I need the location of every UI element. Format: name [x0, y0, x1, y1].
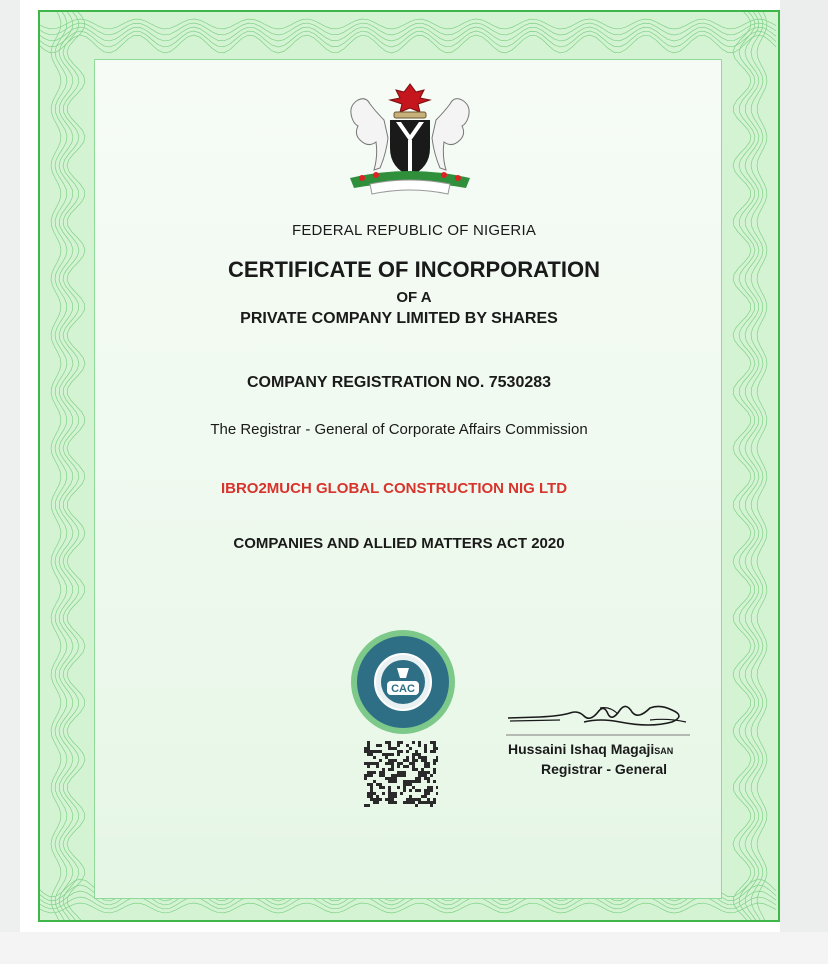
of-a-text: OF A: [396, 289, 432, 306]
certificate-title: CERTIFICATE OF INCORPORATION: [228, 257, 600, 282]
governing-act: COMPANIES AND ALLIED MATTERS ACT 2020: [233, 535, 565, 552]
signatory-title: Registrar - General: [541, 761, 668, 777]
qr-code-icon: [364, 741, 438, 807]
page-margin-bottom: [0, 932, 828, 964]
company-name: IBRO2MUCH GLOBAL CONSTRUCTION NIG LTD: [220, 480, 568, 497]
registrar-statement: The Registrar - General of Corporate Affairs Commission: [210, 421, 588, 438]
registrar-signature-icon: [500, 700, 700, 740]
cac-seal-icon: [349, 628, 457, 736]
company-type: PRIVATE COMPANY LIMITED BY SHARES: [240, 310, 558, 327]
coat-of-arms-icon: [330, 78, 490, 200]
registration-number: COMPANY REGISTRATION NO. 7530283: [246, 374, 552, 391]
seal-center-text: CAC: [391, 683, 415, 695]
signatory-name: Hussaini Ishaq MagajiSAN: [508, 741, 674, 757]
country-heading: FEDERAL REPUBLIC OF NIGERIA: [291, 222, 537, 239]
